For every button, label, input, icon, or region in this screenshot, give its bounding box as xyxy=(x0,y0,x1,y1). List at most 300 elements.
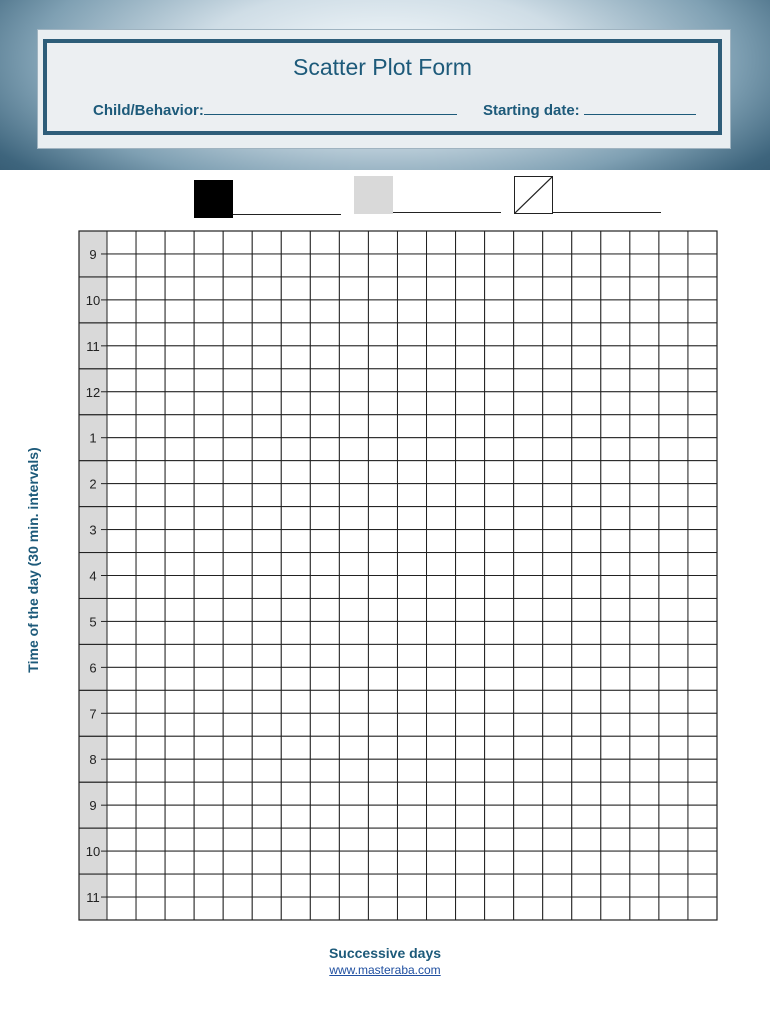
grid-cell[interactable] xyxy=(165,530,194,553)
grid-cell[interactable] xyxy=(194,851,223,874)
grid-cell[interactable] xyxy=(572,553,601,576)
grid-cell[interactable] xyxy=(368,323,397,346)
grid-cell[interactable] xyxy=(107,828,136,851)
grid-cell[interactable] xyxy=(456,369,485,392)
grid-cell[interactable] xyxy=(543,736,572,759)
grid-cell[interactable] xyxy=(252,231,281,254)
grid-cell[interactable] xyxy=(252,438,281,461)
grid-cell[interactable] xyxy=(107,851,136,874)
grid-cell[interactable] xyxy=(194,254,223,277)
grid-cell[interactable] xyxy=(252,369,281,392)
grid-cell[interactable] xyxy=(630,851,659,874)
grid-cell[interactable] xyxy=(688,828,717,851)
grid-cell[interactable] xyxy=(310,323,339,346)
grid-cell[interactable] xyxy=(601,851,630,874)
grid-cell[interactable] xyxy=(136,621,165,644)
grid-cell[interactable] xyxy=(194,667,223,690)
grid-cell[interactable] xyxy=(368,621,397,644)
grid-cell[interactable] xyxy=(281,415,310,438)
grid-cell[interactable] xyxy=(601,254,630,277)
grid-cell[interactable] xyxy=(310,507,339,530)
grid-cell[interactable] xyxy=(572,323,601,346)
grid-cell[interactable] xyxy=(194,553,223,576)
grid-cell[interactable] xyxy=(194,897,223,920)
grid-cell[interactable] xyxy=(310,530,339,553)
grid-cell[interactable] xyxy=(688,553,717,576)
grid-cell[interactable] xyxy=(688,874,717,897)
grid-cell[interactable] xyxy=(485,690,514,713)
grid-cell[interactable] xyxy=(397,461,426,484)
grid-cell[interactable] xyxy=(456,415,485,438)
grid-cell[interactable] xyxy=(339,346,368,369)
grid-cell[interactable] xyxy=(136,277,165,300)
grid-cell[interactable] xyxy=(281,323,310,346)
grid-cell[interactable] xyxy=(456,392,485,415)
grid-cell[interactable] xyxy=(339,713,368,736)
grid-cell[interactable] xyxy=(601,323,630,346)
grid-cell[interactable] xyxy=(456,690,485,713)
grid-cell[interactable] xyxy=(514,644,543,667)
grid-cell[interactable] xyxy=(543,828,572,851)
grid-cell[interactable] xyxy=(194,438,223,461)
grid-cell[interactable] xyxy=(688,300,717,323)
grid-cell[interactable] xyxy=(427,736,456,759)
grid-cell[interactable] xyxy=(165,851,194,874)
grid-cell[interactable] xyxy=(223,484,252,507)
grid-cell[interactable] xyxy=(136,461,165,484)
grid-cell[interactable] xyxy=(310,736,339,759)
grid-cell[interactable] xyxy=(252,874,281,897)
grid-cell[interactable] xyxy=(252,254,281,277)
grid-cell[interactable] xyxy=(485,507,514,530)
grid-cell[interactable] xyxy=(456,507,485,530)
grid-cell[interactable] xyxy=(601,530,630,553)
grid-cell[interactable] xyxy=(514,690,543,713)
grid-cell[interactable] xyxy=(630,484,659,507)
grid-cell[interactable] xyxy=(659,254,688,277)
grid-cell[interactable] xyxy=(427,805,456,828)
grid-cell[interactable] xyxy=(310,484,339,507)
grid-cell[interactable] xyxy=(368,644,397,667)
grid-cell[interactable] xyxy=(427,897,456,920)
grid-cell[interactable] xyxy=(572,530,601,553)
grid-cell[interactable] xyxy=(368,415,397,438)
grid-cell[interactable] xyxy=(572,644,601,667)
grid-cell[interactable] xyxy=(543,576,572,599)
grid-cell[interactable] xyxy=(456,736,485,759)
grid-cell[interactable] xyxy=(601,874,630,897)
grid-cell[interactable] xyxy=(368,369,397,392)
grid-cell[interactable] xyxy=(572,369,601,392)
grid-cell[interactable] xyxy=(136,254,165,277)
grid-cell[interactable] xyxy=(165,598,194,621)
grid-cell[interactable] xyxy=(456,438,485,461)
grid-cell[interactable] xyxy=(339,231,368,254)
grid-cell[interactable] xyxy=(659,621,688,644)
grid-cell[interactable] xyxy=(630,598,659,621)
grid-cell[interactable] xyxy=(310,805,339,828)
grid-cell[interactable] xyxy=(339,874,368,897)
grid-cell[interactable] xyxy=(368,461,397,484)
grid-cell[interactable] xyxy=(252,277,281,300)
grid-cell[interactable] xyxy=(688,530,717,553)
grid-cell[interactable] xyxy=(194,415,223,438)
grid-cell[interactable] xyxy=(659,300,688,323)
grid-cell[interactable] xyxy=(194,300,223,323)
grid-cell[interactable] xyxy=(281,667,310,690)
grid-cell[interactable] xyxy=(630,461,659,484)
grid-cell[interactable] xyxy=(427,690,456,713)
grid-cell[interactable] xyxy=(572,231,601,254)
grid-cell[interactable] xyxy=(514,461,543,484)
grid-cell[interactable] xyxy=(107,690,136,713)
grid-cell[interactable] xyxy=(397,851,426,874)
grid-cell[interactable] xyxy=(281,874,310,897)
grid-cell[interactable] xyxy=(659,461,688,484)
grid-cell[interactable] xyxy=(223,713,252,736)
grid-cell[interactable] xyxy=(281,736,310,759)
grid-cell[interactable] xyxy=(456,277,485,300)
grid-cell[interactable] xyxy=(601,300,630,323)
grid-cell[interactable] xyxy=(223,576,252,599)
grid-cell[interactable] xyxy=(165,507,194,530)
grid-cell[interactable] xyxy=(688,323,717,346)
grid-cell[interactable] xyxy=(514,254,543,277)
grid-cell[interactable] xyxy=(281,277,310,300)
grid-cell[interactable] xyxy=(310,576,339,599)
grid-cell[interactable] xyxy=(339,438,368,461)
grid-cell[interactable] xyxy=(107,805,136,828)
grid-cell[interactable] xyxy=(368,300,397,323)
grid-cell[interactable] xyxy=(339,254,368,277)
grid-cell[interactable] xyxy=(456,576,485,599)
grid-cell[interactable] xyxy=(339,851,368,874)
grid-cell[interactable] xyxy=(194,828,223,851)
grid-cell[interactable] xyxy=(485,484,514,507)
grid-cell[interactable] xyxy=(281,851,310,874)
grid-cell[interactable] xyxy=(194,713,223,736)
grid-cell[interactable] xyxy=(339,828,368,851)
grid-cell[interactable] xyxy=(427,782,456,805)
grid-cell[interactable] xyxy=(601,805,630,828)
grid-cell[interactable] xyxy=(514,851,543,874)
grid-cell[interactable] xyxy=(339,644,368,667)
grid-cell[interactable] xyxy=(136,530,165,553)
grid-cell[interactable] xyxy=(368,713,397,736)
grid-cell[interactable] xyxy=(397,553,426,576)
grid-cell[interactable] xyxy=(601,598,630,621)
grid-cell[interactable] xyxy=(223,346,252,369)
grid-cell[interactable] xyxy=(252,507,281,530)
grid-cell[interactable] xyxy=(572,277,601,300)
grid-cell[interactable] xyxy=(194,598,223,621)
grid-cell[interactable] xyxy=(252,736,281,759)
grid-cell[interactable] xyxy=(456,530,485,553)
grid-cell[interactable] xyxy=(339,598,368,621)
grid-cell[interactable] xyxy=(107,530,136,553)
grid-cell[interactable] xyxy=(485,828,514,851)
grid-cell[interactable] xyxy=(514,300,543,323)
grid-cell[interactable] xyxy=(514,736,543,759)
grid-cell[interactable] xyxy=(397,392,426,415)
grid-cell[interactable] xyxy=(165,254,194,277)
grid-cell[interactable] xyxy=(601,231,630,254)
grid-cell[interactable] xyxy=(485,323,514,346)
grid-cell[interactable] xyxy=(514,277,543,300)
grid-cell[interactable] xyxy=(368,736,397,759)
grid-cell[interactable] xyxy=(107,897,136,920)
grid-cell[interactable] xyxy=(136,897,165,920)
grid-cell[interactable] xyxy=(659,851,688,874)
grid-cell[interactable] xyxy=(514,346,543,369)
grid-cell[interactable] xyxy=(427,438,456,461)
grid-cell[interactable] xyxy=(572,254,601,277)
grid-cell[interactable] xyxy=(165,736,194,759)
grid-cell[interactable] xyxy=(339,461,368,484)
grid-cell[interactable] xyxy=(659,346,688,369)
grid-cell[interactable] xyxy=(165,690,194,713)
grid-cell[interactable] xyxy=(223,736,252,759)
grid-cell[interactable] xyxy=(107,782,136,805)
grid-cell[interactable] xyxy=(107,254,136,277)
grid-cell[interactable] xyxy=(252,690,281,713)
grid-cell[interactable] xyxy=(514,598,543,621)
grid-cell[interactable] xyxy=(427,277,456,300)
grid-cell[interactable] xyxy=(456,782,485,805)
grid-cell[interactable] xyxy=(601,621,630,644)
grid-cell[interactable] xyxy=(136,438,165,461)
grid-cell[interactable] xyxy=(543,415,572,438)
grid-cell[interactable] xyxy=(136,576,165,599)
grid-cell[interactable] xyxy=(107,667,136,690)
grid-cell[interactable] xyxy=(310,346,339,369)
grid-cell[interactable] xyxy=(136,231,165,254)
grid-cell[interactable] xyxy=(194,874,223,897)
grid-cell[interactable] xyxy=(572,851,601,874)
grid-cell[interactable] xyxy=(485,438,514,461)
grid-cell[interactable] xyxy=(427,851,456,874)
grid-cell[interactable] xyxy=(252,392,281,415)
grid-cell[interactable] xyxy=(223,851,252,874)
grid-cell[interactable] xyxy=(397,530,426,553)
grid-cell[interactable] xyxy=(223,415,252,438)
grid-cell[interactable] xyxy=(427,461,456,484)
grid-cell[interactable] xyxy=(572,828,601,851)
grid-cell[interactable] xyxy=(165,667,194,690)
grid-cell[interactable] xyxy=(485,851,514,874)
grid-cell[interactable] xyxy=(427,415,456,438)
grid-cell[interactable] xyxy=(107,507,136,530)
grid-cell[interactable] xyxy=(456,461,485,484)
grid-cell[interactable] xyxy=(572,805,601,828)
grid-cell[interactable] xyxy=(427,530,456,553)
grid-cell[interactable] xyxy=(456,300,485,323)
grid-cell[interactable] xyxy=(252,530,281,553)
grid-cell[interactable] xyxy=(485,392,514,415)
grid-cell[interactable] xyxy=(572,667,601,690)
grid-cell[interactable] xyxy=(107,461,136,484)
grid-cell[interactable] xyxy=(136,346,165,369)
grid-cell[interactable] xyxy=(252,415,281,438)
grid-cell[interactable] xyxy=(543,690,572,713)
grid-cell[interactable] xyxy=(456,323,485,346)
grid-cell[interactable] xyxy=(107,713,136,736)
grid-cell[interactable] xyxy=(485,598,514,621)
grid-cell[interactable] xyxy=(601,415,630,438)
grid-cell[interactable] xyxy=(601,828,630,851)
grid-cell[interactable] xyxy=(281,644,310,667)
grid-cell[interactable] xyxy=(427,828,456,851)
grid-cell[interactable] xyxy=(514,369,543,392)
grid-cell[interactable] xyxy=(368,484,397,507)
grid-cell[interactable] xyxy=(485,713,514,736)
grid-cell[interactable] xyxy=(427,598,456,621)
grid-cell[interactable] xyxy=(543,530,572,553)
grid-cell[interactable] xyxy=(427,323,456,346)
grid-cell[interactable] xyxy=(427,346,456,369)
grid-cell[interactable] xyxy=(107,553,136,576)
grid-cell[interactable] xyxy=(165,782,194,805)
grid-cell[interactable] xyxy=(252,805,281,828)
grid-cell[interactable] xyxy=(165,346,194,369)
grid-cell[interactable] xyxy=(223,644,252,667)
grid-cell[interactable] xyxy=(601,484,630,507)
grid-cell[interactable] xyxy=(601,346,630,369)
grid-cell[interactable] xyxy=(543,392,572,415)
grid-cell[interactable] xyxy=(223,828,252,851)
grid-cell[interactable] xyxy=(485,461,514,484)
grid-cell[interactable] xyxy=(136,415,165,438)
grid-cell[interactable] xyxy=(194,805,223,828)
grid-cell[interactable] xyxy=(223,323,252,346)
grid-cell[interactable] xyxy=(136,759,165,782)
grid-cell[interactable] xyxy=(339,690,368,713)
grid-cell[interactable] xyxy=(572,300,601,323)
grid-cell[interactable] xyxy=(659,828,688,851)
grid-cell[interactable] xyxy=(397,576,426,599)
grid-cell[interactable] xyxy=(194,690,223,713)
grid-cell[interactable] xyxy=(543,323,572,346)
grid-cell[interactable] xyxy=(310,874,339,897)
grid-cell[interactable] xyxy=(572,713,601,736)
grid-cell[interactable] xyxy=(659,644,688,667)
grid-cell[interactable] xyxy=(136,713,165,736)
grid-cell[interactable] xyxy=(339,621,368,644)
grid-cell[interactable] xyxy=(514,415,543,438)
grid-cell[interactable] xyxy=(688,713,717,736)
grid-cell[interactable] xyxy=(165,300,194,323)
grid-cell[interactable] xyxy=(543,484,572,507)
grid-cell[interactable] xyxy=(456,713,485,736)
grid-cell[interactable] xyxy=(572,598,601,621)
grid-cell[interactable] xyxy=(339,736,368,759)
grid-cell[interactable] xyxy=(136,805,165,828)
grid-cell[interactable] xyxy=(688,644,717,667)
grid-cell[interactable] xyxy=(514,438,543,461)
grid-cell[interactable] xyxy=(310,277,339,300)
grid-cell[interactable] xyxy=(485,667,514,690)
grid-cell[interactable] xyxy=(194,231,223,254)
grid-cell[interactable] xyxy=(485,415,514,438)
grid-cell[interactable] xyxy=(223,759,252,782)
grid-cell[interactable] xyxy=(659,782,688,805)
grid-cell[interactable] xyxy=(543,254,572,277)
grid-cell[interactable] xyxy=(427,254,456,277)
grid-cell[interactable] xyxy=(310,369,339,392)
grid-cell[interactable] xyxy=(107,438,136,461)
grid-cell[interactable] xyxy=(281,598,310,621)
grid-cell[interactable] xyxy=(572,507,601,530)
grid-cell[interactable] xyxy=(659,369,688,392)
grid-cell[interactable] xyxy=(281,369,310,392)
grid-cell[interactable] xyxy=(514,621,543,644)
grid-cell[interactable] xyxy=(339,277,368,300)
grid-cell[interactable] xyxy=(630,346,659,369)
grid-cell[interactable] xyxy=(514,553,543,576)
grid-cell[interactable] xyxy=(659,805,688,828)
grid-cell[interactable] xyxy=(281,621,310,644)
grid-cell[interactable] xyxy=(397,346,426,369)
grid-cell[interactable] xyxy=(659,874,688,897)
grid-cell[interactable] xyxy=(688,507,717,530)
grid-cell[interactable] xyxy=(630,805,659,828)
grid-cell[interactable] xyxy=(339,759,368,782)
grid-cell[interactable] xyxy=(223,438,252,461)
grid-cell[interactable] xyxy=(397,897,426,920)
grid-cell[interactable] xyxy=(165,461,194,484)
grid-cell[interactable] xyxy=(514,392,543,415)
grid-cell[interactable] xyxy=(485,805,514,828)
grid-cell[interactable] xyxy=(397,644,426,667)
grid-cell[interactable] xyxy=(339,553,368,576)
grid-cell[interactable] xyxy=(514,782,543,805)
grid-cell[interactable] xyxy=(630,759,659,782)
grid-cell[interactable] xyxy=(485,897,514,920)
grid-cell[interactable] xyxy=(543,461,572,484)
grid-cell[interactable] xyxy=(688,484,717,507)
grid-cell[interactable] xyxy=(223,667,252,690)
grid-cell[interactable] xyxy=(456,851,485,874)
grid-cell[interactable] xyxy=(572,759,601,782)
grid-cell[interactable] xyxy=(223,598,252,621)
grid-cell[interactable] xyxy=(572,874,601,897)
grid-cell[interactable] xyxy=(281,484,310,507)
grid-cell[interactable] xyxy=(659,713,688,736)
grid-cell[interactable] xyxy=(281,576,310,599)
grid-cell[interactable] xyxy=(107,759,136,782)
grid-cell[interactable] xyxy=(601,507,630,530)
grid-cell[interactable] xyxy=(659,759,688,782)
grid-cell[interactable] xyxy=(543,667,572,690)
grid-cell[interactable] xyxy=(659,553,688,576)
grid-cell[interactable] xyxy=(368,805,397,828)
grid-cell[interactable] xyxy=(368,231,397,254)
grid-cell[interactable] xyxy=(223,507,252,530)
grid-cell[interactable] xyxy=(688,277,717,300)
grid-cell[interactable] xyxy=(136,484,165,507)
grid-cell[interactable] xyxy=(543,438,572,461)
grid-cell[interactable] xyxy=(223,392,252,415)
grid-cell[interactable] xyxy=(252,828,281,851)
grid-cell[interactable] xyxy=(427,576,456,599)
grid-cell[interactable] xyxy=(601,736,630,759)
grid-cell[interactable] xyxy=(688,667,717,690)
grid-cell[interactable] xyxy=(397,874,426,897)
grid-cell[interactable] xyxy=(223,277,252,300)
grid-cell[interactable] xyxy=(659,507,688,530)
grid-cell[interactable] xyxy=(630,736,659,759)
grid-cell[interactable] xyxy=(688,369,717,392)
